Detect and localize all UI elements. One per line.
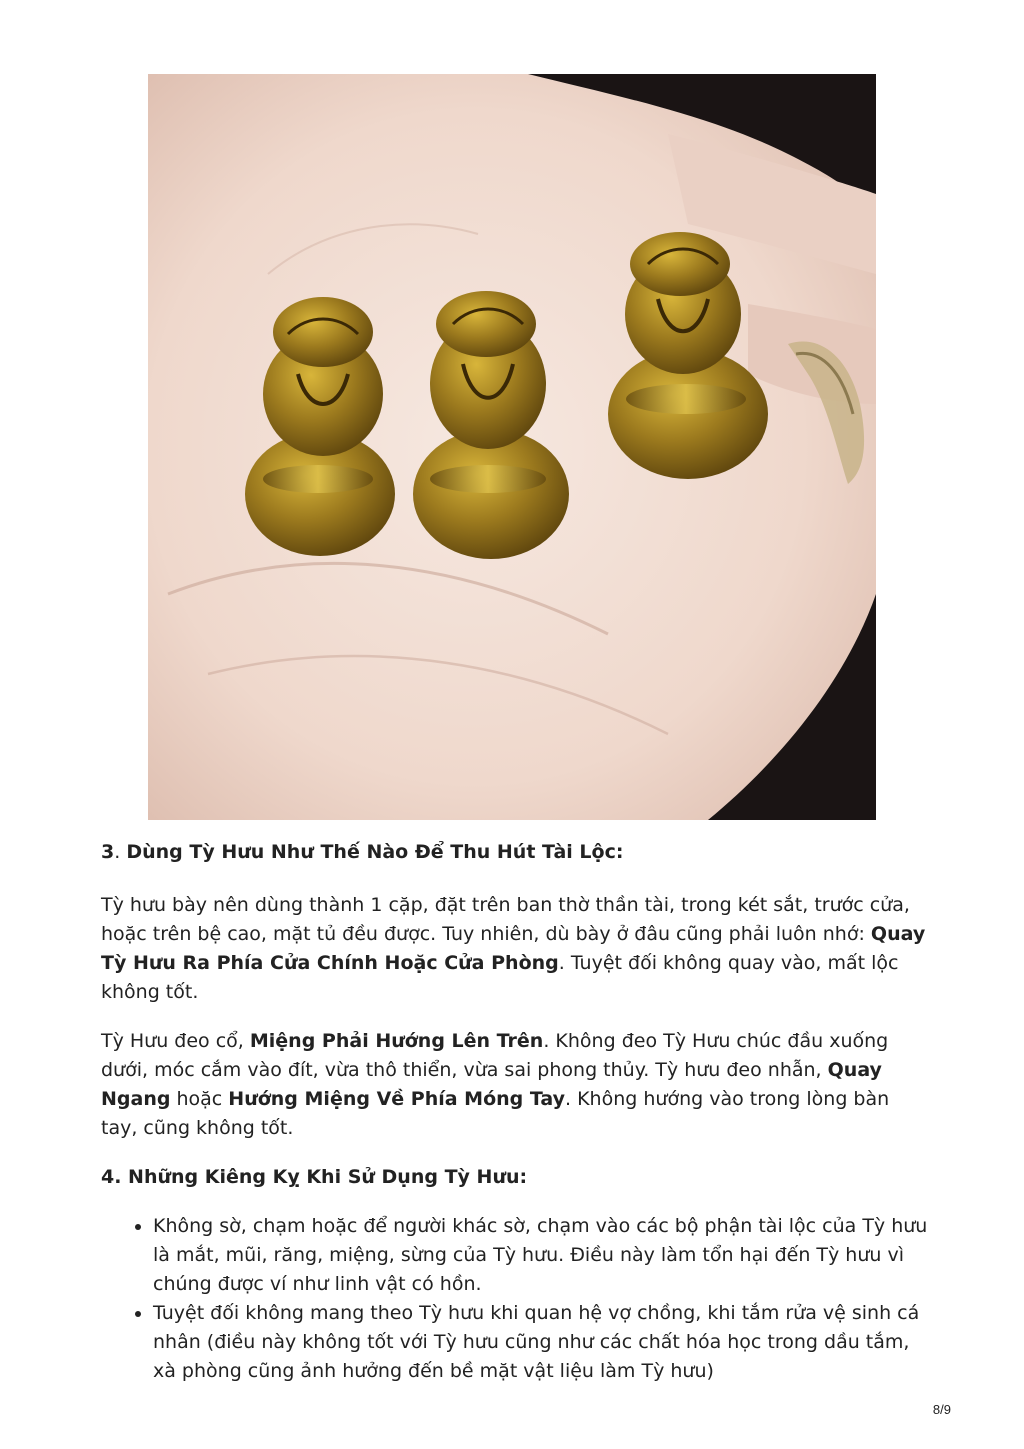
section-4-heading: 4. Những Kiêng Kỵ Khi Sử Dụng Tỳ Hưu: [101,1166,528,1188]
paragraph-placement [101,891,931,1007]
paragraph-text: . Không đeo Tỳ Hưu chúc đầu xuống dưới, móc cắm vào đít, vừa thô thiển, vừa sai phong thủy. Tỳ hưu đeo nhẫn, [101,1030,889,1081]
section-3-separator: . [114,841,127,863]
paragraph-text: . Không hướng vào trong lòng bàn tay, cũng không tốt. [101,1088,890,1139]
emphasis-text: Quay [827,1059,882,1081]
section-3-heading [101,838,931,867]
list-item: • Không sờ, chạm hoặc để người khác sờ, chạm vào các bộ phận tài lộc của Tỳ hưu là mắt, mũi, răng, miệng, sừng của Tỳ hưu. Điều này làm tổn hại đến Tỳ hưu vì chúng được ví như linh vật có hồn. [153,1212,931,1299]
paragraph-text: hoặc [170,1088,229,1110]
emphasis-text: Miệng Phải Hướng Lên Trên [249,1030,544,1052]
page-number: 8/9 [932,1402,951,1417]
section-3-number: 3 [101,841,115,863]
paragraph-text: . Tuyệt đối không quay vào, mất lộc không tốt. [101,952,899,1003]
pixiu-charms-in-palm-image [148,74,876,820]
section-3-title: Dùng Tỳ Hưu Như Thế Nào Để Thu Hút Tài Lộc: [126,841,624,863]
paragraph-wearing [101,1027,931,1143]
emphasis-text: Quay Tỳ Hưu Ra Phía Cửa Chính Hoặc Cửa Phòng [101,923,926,974]
paragraph-text: Tỳ Hưu đeo cổ, [101,1030,250,1052]
list-item: • Tuyệt đối không mang theo Tỳ hưu khi quan hệ vợ chồng, khi tắm rửa vệ sinh cá nhân (điều này không tốt với Tỳ hưu cũng như các chất hóa học trong dầu tắm, xà phòng cũng ảnh hưởng đến bề mặt vật liệu làm Tỳ hưu) [153,1299,931,1386]
product-photo [148,74,876,820]
emphasis-text: Hướng Miệng Về Phía Móng Tay [228,1088,566,1110]
article-body [101,838,931,1386]
paragraph-text: Tỳ hưu bày nên dùng thành 1 cặp, đặt trên ban thờ thần tài, trong két sắt, trước cửa, hoặc trên bệ cao, mặt tủ đều được. Tuy nhiên, dù bày ở đâu cũng phải luôn nhớ: [101,894,910,945]
taboo-list [101,1212,931,1386]
emphasis-text: Ngang [101,1088,171,1110]
